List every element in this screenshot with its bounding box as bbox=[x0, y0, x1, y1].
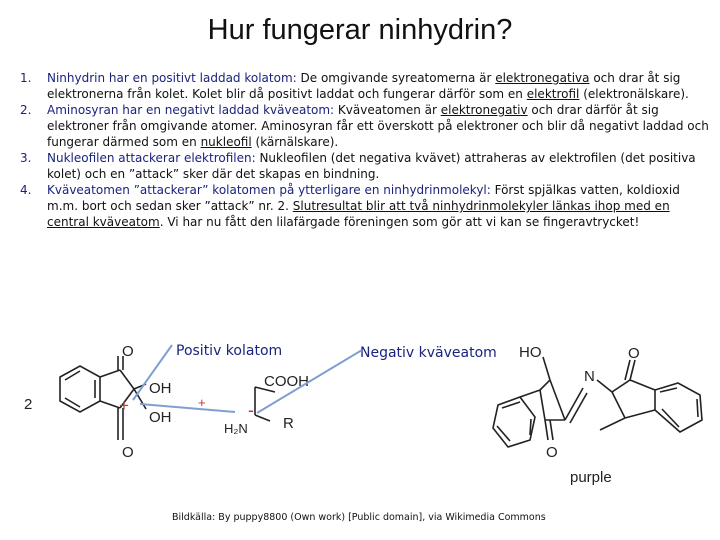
step-term: Slutresultat blir att två ninhydrinmolekyler länkas ihop med en central kväveatom bbox=[47, 199, 670, 229]
atom-cooh: COOH bbox=[264, 373, 309, 390]
atom-o-bottom: O bbox=[122, 444, 134, 461]
coefficient: 2 bbox=[24, 396, 33, 413]
product-name: purple bbox=[570, 469, 612, 486]
step-term: elektronegativ bbox=[440, 103, 528, 117]
step-lead: Ninhydrin har en positivt laddad kolatom: bbox=[47, 71, 297, 85]
atom-n: N bbox=[584, 368, 595, 385]
step-text: (elektronälskare). bbox=[579, 87, 689, 101]
step-lead: Kväveatomen ”attackerar” kolatomen på ytterligare en ninhydrinmolekyl: bbox=[47, 183, 491, 197]
step-text: Kväveatomen är bbox=[334, 103, 441, 117]
step-number: 1. bbox=[20, 71, 32, 85]
atom-oh-2: OH bbox=[149, 409, 172, 426]
step-term: elektronegativa bbox=[495, 71, 590, 85]
step-item bbox=[20, 150, 710, 182]
label-negative-nitrogen: Negativ kväveatom bbox=[360, 345, 497, 361]
label-positive-carbon: Positiv kolatom bbox=[176, 343, 283, 359]
step-item bbox=[20, 102, 710, 150]
atom-r: R bbox=[283, 415, 294, 432]
step-text: De omgivande syreatomerna är bbox=[296, 71, 496, 85]
atom-o-right: O bbox=[628, 345, 640, 362]
step-item bbox=[20, 182, 710, 230]
charge-positive: + bbox=[119, 396, 129, 415]
atom-o-left: O bbox=[546, 444, 558, 461]
atom-oh-1: OH bbox=[149, 380, 172, 397]
step-text: (kärnälskare). bbox=[251, 135, 339, 149]
purple-product-molecule bbox=[493, 357, 702, 447]
step-number: 2. bbox=[20, 103, 32, 117]
image-credit: Bildkälla: By puppy8800 (Own work) [Public domain], via Wikimedia Commons bbox=[172, 512, 546, 523]
step-lead: Nukleofilen attackerar elektrofilen: bbox=[47, 151, 256, 165]
step-lead: Aminosyran har en negativt laddad kväveatom: bbox=[47, 103, 335, 117]
step-term: nukleofil bbox=[200, 135, 252, 149]
step-text: och drar åt sig elektronerna från kolet. Kolet blir då positivt laddat och fungerar därför som en bbox=[47, 71, 681, 101]
slide-title: Hur fungerar ninhydrin? bbox=[207, 14, 513, 46]
steps-list bbox=[20, 70, 710, 230]
step-number: 4. bbox=[20, 183, 32, 197]
step-text: Nukleofilen (det negativa kvävet) attraheras av elektrofilen (det positiva kolet) och en ”attack” sker där det skapas en bindning. bbox=[47, 151, 696, 181]
reaction-diagram bbox=[0, 300, 720, 510]
atom-o-top: O bbox=[122, 343, 134, 360]
step-item bbox=[20, 70, 710, 102]
ninhydrin-molecule bbox=[60, 356, 146, 440]
step-term: elektrofil bbox=[526, 87, 580, 101]
charge-positive-small: + bbox=[198, 395, 206, 410]
charge-negative: - bbox=[248, 400, 254, 420]
step-text: Först spjälkas vatten, koldioxid m.m. bort och sedan sker ”attack” nr. 2. bbox=[47, 183, 680, 213]
atom-h2n: H₂N bbox=[224, 421, 248, 436]
step-number: 3. bbox=[20, 151, 32, 165]
atom-ho: HO bbox=[519, 344, 542, 361]
step-text: . Vi har nu fått den lilafärgade föreningen som gör att vi kan se fingeravtrycket! bbox=[159, 215, 640, 229]
step-text: och drar därför åt sig elektroner från omgivande atomer. Aminosyran får ett överskott på elektroner och blir då negativt laddad och fungerar därmed som en bbox=[47, 103, 709, 149]
